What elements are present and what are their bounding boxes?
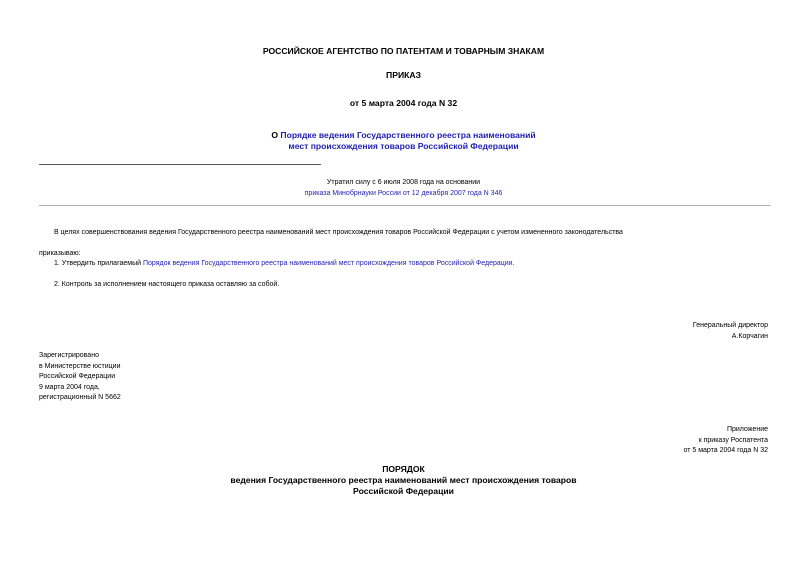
order-word: приказываю: <box>39 250 81 257</box>
title-prefix: О <box>271 130 281 140</box>
registration-line-1: Зарегистрировано <box>39 352 99 359</box>
status-line: Утратил силу с 6 июля 2008 года на основании <box>326 179 481 186</box>
item1-suffix: . <box>512 260 515 267</box>
signature-block <box>693 321 768 342</box>
doc-date-number: от 5 марта 2004 года N 32 <box>349 98 458 108</box>
doc-type: ПРИКАЗ <box>386 70 421 80</box>
title-link-line1[interactable]: Порядке ведения Государственного реестра наименований <box>280 130 536 140</box>
appendix-block <box>683 425 768 457</box>
repeal-order-link[interactable]: приказа Минобрнауки России от 12 декабря 2007 года N 346 <box>304 190 503 197</box>
procedure-subtitle-1: ведения Государственного реестра наименований мест происхождения товаров <box>230 475 577 485</box>
procedure-title: ПОРЯДОК <box>382 464 425 474</box>
registration-line-3: Российской Федерации <box>39 373 116 380</box>
registration-line-2: в Министерстве юстиции <box>39 362 121 370</box>
divider-short <box>39 164 321 165</box>
signature-name: А.Корчагин <box>731 332 768 340</box>
title-link-line2[interactable]: мест происхождения товаров Российской Федерации <box>288 141 519 151</box>
signature-position: Генеральный директор <box>692 322 768 329</box>
order-item-1 <box>54 259 515 270</box>
appendix-line-3: от 5 марта 2004 года N 32 <box>683 447 768 454</box>
procedure-subtitle-2: Российской Федерации <box>353 486 454 496</box>
preamble-text: В целях совершенствования ведения Государственного реестра наименований мест происхождения товаров Российской Федерации с учетом измененного законодательства <box>54 229 623 236</box>
agency-name: РОССИЙСКОЕ АГЕНТСТВО ПО ПАТЕНТАМ И ТОВАРНЫМ ЗНАКАМ <box>262 46 545 56</box>
status-link-line <box>0 189 807 200</box>
registration-line-5: регистрационный N 5662 <box>39 394 121 401</box>
order-item-2: 2. Контроль за исполнением настоящего приказа оставляю за собой. <box>54 281 280 288</box>
registration-block <box>39 351 121 404</box>
appendix-line-2: к приказу Роспатента <box>698 436 768 444</box>
doc-title-line2 <box>0 141 807 151</box>
appendix-line-1: Приложение <box>726 426 768 433</box>
doc-title-line1 <box>0 130 807 140</box>
procedure-link[interactable]: Порядок ведения Государственного реестра наименований мест происхождения товаров Российской Федерации <box>142 260 513 267</box>
registration-line-4: 9 марта 2004 года, <box>39 383 100 391</box>
divider-long <box>39 205 771 206</box>
item1-prefix: 1. Утвердить прилагаемый <box>54 260 143 267</box>
